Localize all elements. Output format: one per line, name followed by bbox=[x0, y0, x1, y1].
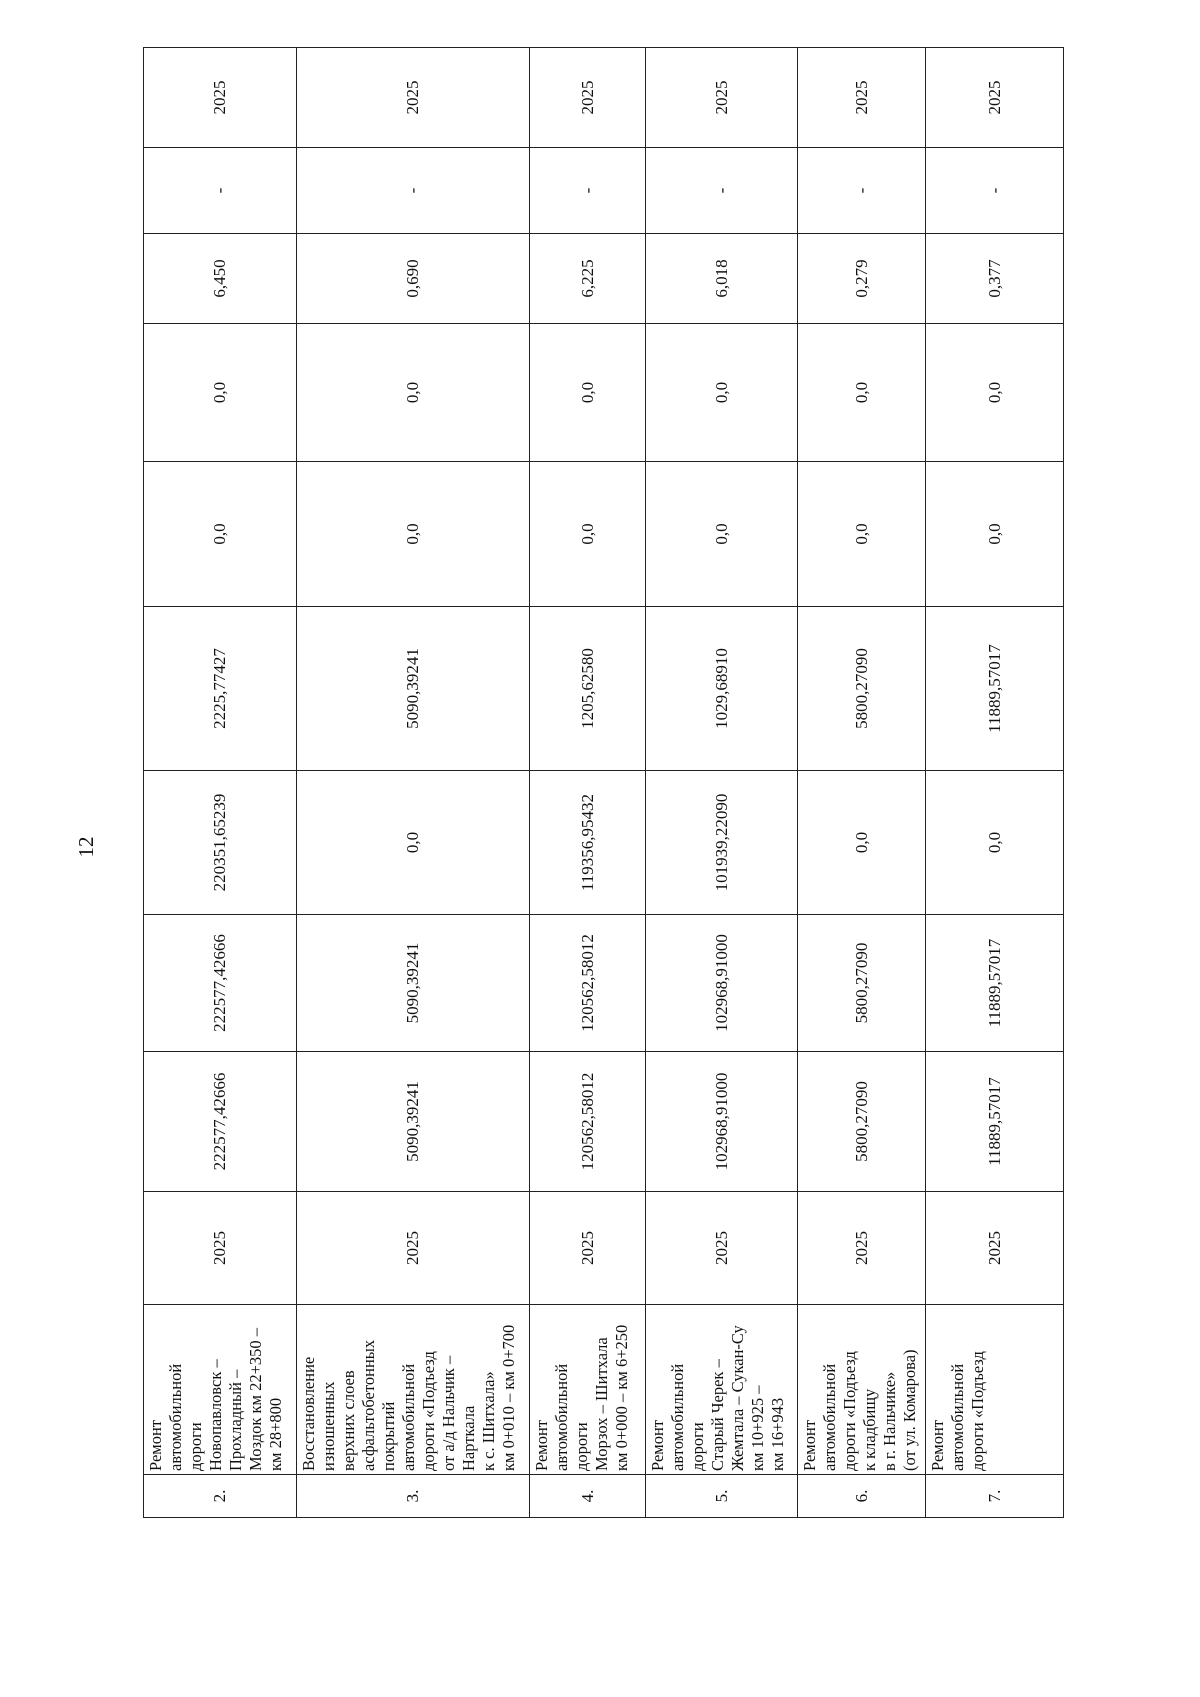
cell-c6: 0,0 bbox=[144, 324, 297, 462]
cell-c3: 119356,95432 bbox=[530, 771, 646, 915]
cell-name: Ремонт автомобильной дороги Морзох – Шитхала км 0+000 – км 6+250 bbox=[530, 1305, 646, 1475]
table-row bbox=[297, 48, 530, 1518]
cell-c1: 222577,42666 bbox=[144, 1052, 297, 1192]
table-row bbox=[144, 48, 297, 1518]
cell-num: 6. bbox=[798, 1475, 926, 1518]
cell-year-end: 2025 bbox=[646, 48, 798, 148]
cell-c8: - bbox=[144, 148, 297, 234]
cell-c2: 222577,42666 bbox=[144, 915, 297, 1052]
cell-c3: 0,0 bbox=[926, 771, 1064, 915]
cell-num: 2. bbox=[144, 1475, 297, 1518]
cell-name: Восстановление изношенных верхних слоев асфальтобетонных покрытий автомобильной дороги «Подъезд от а/д Нальчик – Нарткала к с. Шитхала» км 0+010 – км 0+700 bbox=[297, 1305, 530, 1475]
cell-c4: 2225,77427 bbox=[144, 607, 297, 771]
cell-num: 5. bbox=[646, 1475, 798, 1518]
cell-name: Ремонт автомобильной дороги «Подъезд к кладбищу в г. Нальчике» (от ул. Комарова) bbox=[798, 1305, 926, 1475]
cell-c8: - bbox=[646, 148, 798, 234]
cell-c2: 5800,27090 bbox=[798, 915, 926, 1052]
cell-c7: 0,690 bbox=[297, 234, 530, 324]
cell-c7: 6,018 bbox=[646, 234, 798, 324]
cell-year-start: 2025 bbox=[530, 1192, 646, 1305]
table-frame bbox=[143, 48, 1063, 1518]
cell-c3: 220351,65239 bbox=[144, 771, 297, 915]
cell-year-end: 2025 bbox=[297, 48, 530, 148]
cell-c3: 0,0 bbox=[297, 771, 530, 915]
cell-year-start: 2025 bbox=[297, 1192, 530, 1305]
cell-c6: 0,0 bbox=[530, 324, 646, 462]
cell-c5: 0,0 bbox=[530, 462, 646, 607]
page-number: 12 bbox=[74, 836, 98, 858]
cell-c7: 6,225 bbox=[530, 234, 646, 324]
cell-year-start: 2025 bbox=[926, 1192, 1064, 1305]
cell-c7: 0,377 bbox=[926, 234, 1064, 324]
cell-num: 4. bbox=[530, 1475, 646, 1518]
cell-c5: 0,0 bbox=[646, 462, 798, 607]
cell-c6: 0,0 bbox=[646, 324, 798, 462]
table-row bbox=[646, 48, 798, 1518]
cell-year-end: 2025 bbox=[926, 48, 1064, 148]
cell-c8: - bbox=[297, 148, 530, 234]
cell-c2: 11889,57017 bbox=[926, 915, 1064, 1052]
cell-c1: 5800,27090 bbox=[798, 1052, 926, 1192]
cell-name: Ремонт автомобильной дороги «Подъезд bbox=[926, 1305, 1064, 1475]
cell-c8: - bbox=[926, 148, 1064, 234]
cell-c7: 0,279 bbox=[798, 234, 926, 324]
cell-c4: 1029,68910 bbox=[646, 607, 798, 771]
cell-c5: 0,0 bbox=[297, 462, 530, 607]
cell-c6: 0,0 bbox=[798, 324, 926, 462]
cell-c4: 5800,27090 bbox=[798, 607, 926, 771]
table-row bbox=[926, 48, 1064, 1518]
cell-c4: 11889,57017 bbox=[926, 607, 1064, 771]
cell-c1: 11889,57017 bbox=[926, 1052, 1064, 1192]
cell-c3: 101939,22090 bbox=[646, 771, 798, 915]
cell-c6: 0,0 bbox=[297, 324, 530, 462]
cell-year-end: 2025 bbox=[530, 48, 646, 148]
cell-c2: 102968,91000 bbox=[646, 915, 798, 1052]
cell-year-end: 2025 bbox=[798, 48, 926, 148]
cell-c8: - bbox=[530, 148, 646, 234]
cell-c7: 6,450 bbox=[144, 234, 297, 324]
cell-year-end: 2025 bbox=[144, 48, 297, 148]
cell-c2: 5090,39241 bbox=[297, 915, 530, 1052]
cell-name: Ремонт автомобильной дороги Новопавловск – Прохладный – Моздок км 22+350 – км 28+800 bbox=[144, 1305, 297, 1475]
table-row bbox=[530, 48, 646, 1518]
cell-c1: 5090,39241 bbox=[297, 1052, 530, 1192]
cell-c8: - bbox=[798, 148, 926, 234]
cell-c4: 5090,39241 bbox=[297, 607, 530, 771]
cell-c6: 0,0 bbox=[926, 324, 1064, 462]
cell-c2: 120562,58012 bbox=[530, 915, 646, 1052]
table-row bbox=[798, 48, 926, 1518]
cell-c5: 0,0 bbox=[144, 462, 297, 607]
cell-num: 7. bbox=[926, 1475, 1064, 1518]
cell-c1: 102968,91000 bbox=[646, 1052, 798, 1192]
cell-year-start: 2025 bbox=[646, 1192, 798, 1305]
cell-num: 3. bbox=[297, 1475, 530, 1518]
cell-c5: 0,0 bbox=[798, 462, 926, 607]
cell-c5: 0,0 bbox=[926, 462, 1064, 607]
cell-name: Ремонт автомобильной дороги Старый Черек – Жемтала – Сукан-Су км 10+925 – км 16+943 bbox=[646, 1305, 798, 1475]
cell-c4: 1205,62580 bbox=[530, 607, 646, 771]
cell-c3: 0,0 bbox=[798, 771, 926, 915]
road-repair-table bbox=[143, 47, 1064, 1518]
cell-c1: 120562,58012 bbox=[530, 1052, 646, 1192]
cell-year-start: 2025 bbox=[798, 1192, 926, 1305]
cell-year-start: 2025 bbox=[144, 1192, 297, 1305]
